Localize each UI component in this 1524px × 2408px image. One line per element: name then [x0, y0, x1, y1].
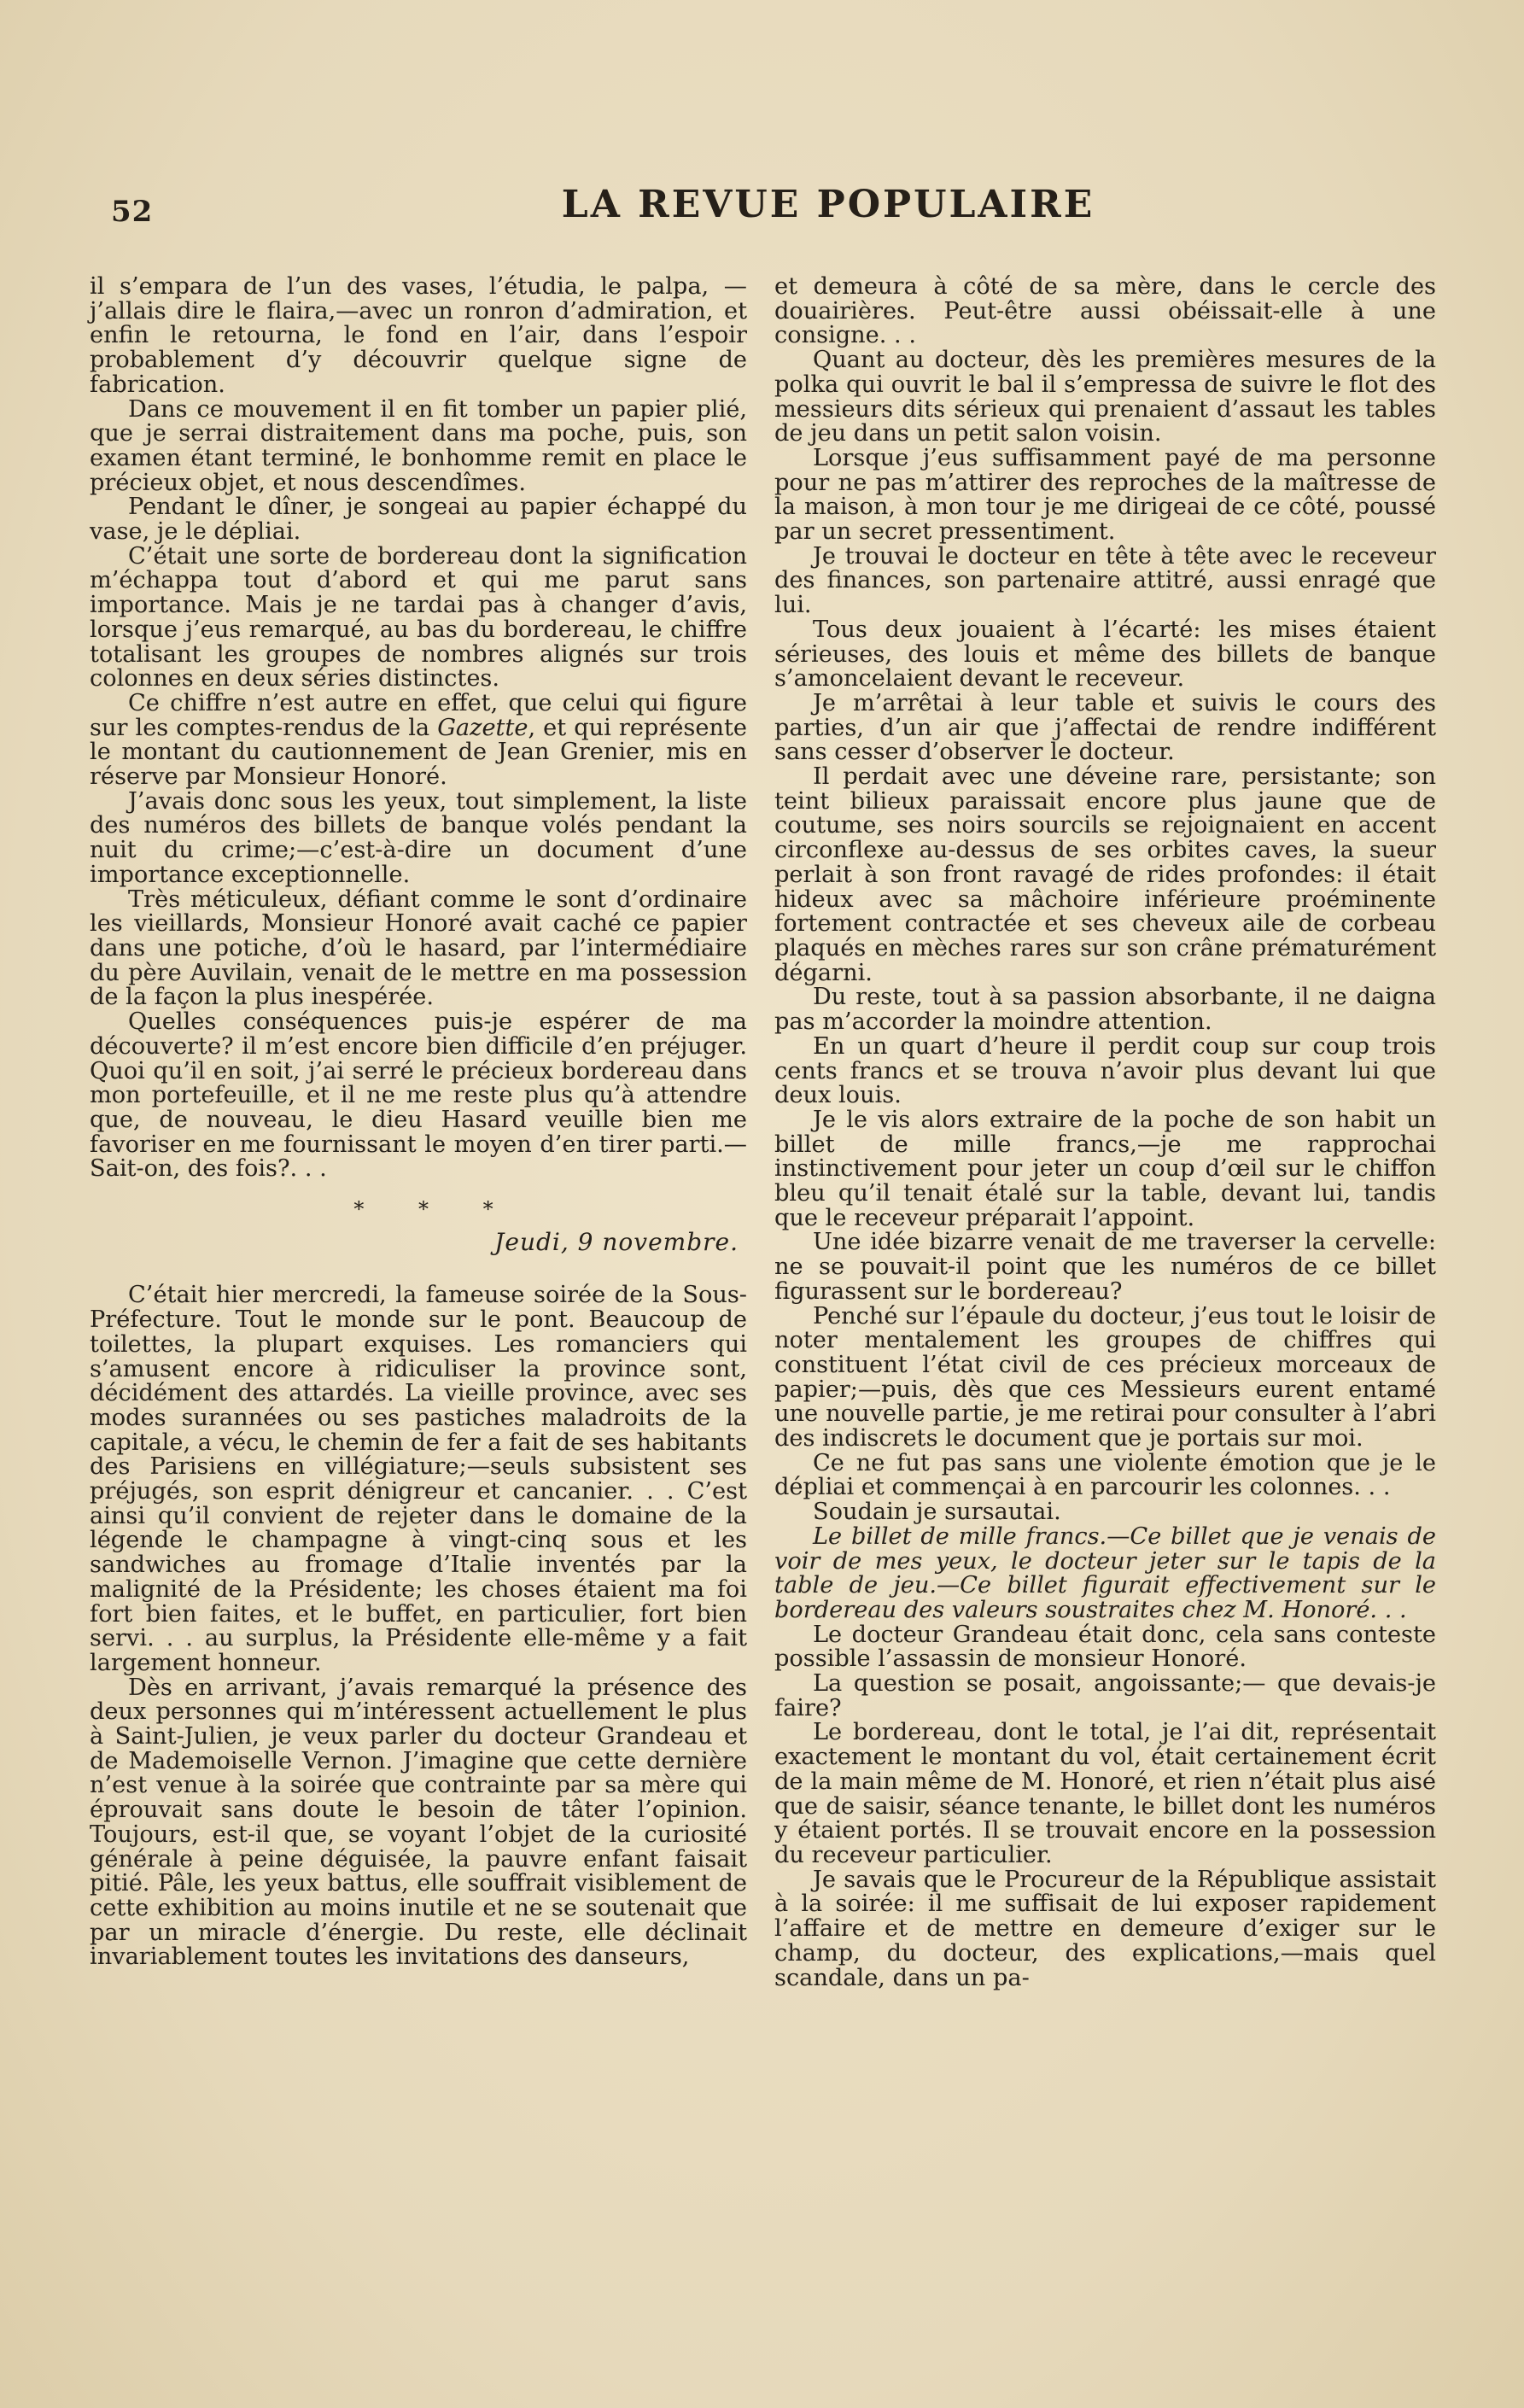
italic-title: Gazette: [437, 714, 528, 741]
paragraph: C’était hier mercredi, la fameuse soirée de la Sous-Préfecture. Tout le monde sur le pont. Beaucoup de toilettes, la plupart exquises. Les romanciers qui s’amusent encore à ridiculiser la province sont, décidément des attardés. La vieille province, avec ses modes surannées ou ses pastiches maladroits de la capitale, a vécu, le chemin de fer a fait de ses habitants des Parisiens en villégiature;—seuls subsistent ses préjugés, son esprit dénigreur et cancanier. . . C’est ainsi qu’il convient de rejeter dans le domaine de la légende le champagne à vingt-cinq sous et les sandwiches au fromage d’Italie inventés par la malignité de la Présidente; les choses étaient ma foi fort bien faites, et le buffet, en particulier, fort bien servi. . . au surplus, la Présidente elle-même y a fait largement honneur.: [90, 1282, 747, 1676]
paragraph: Je trouvai le docteur en tête à tête avec le receveur des finances, son partenaire attitré, aussi enragé que lui.: [774, 542, 1436, 619]
paragraph: Le docteur Grandeau était donc, cela sans conteste possible l’assassin de monsieur Honoré.: [774, 1621, 1436, 1673]
paragraph: J’avais donc sous les yeux, tout simplement, la liste des numéros des billets de banque volés pendant la nuit du crime;—c’est-à-dire un document d’une importance exceptionnelle.: [90, 787, 747, 888]
paragraph: Très méticuleux, défiant comme le sont d’ordinaire les vieillards, Monsieur Honoré avait caché ce papier dans une potiche, d’où le hasard, par l’intermédiaire du père Auvilain, venait de le mettre en ma possession de la façon la plus inespérée.: [90, 885, 747, 1011]
paragraph: [90, 689, 747, 791]
paragraph: Je m’arrêtai à leur table et suivis le cours des parties, d’un air que j’affectai de rendre indifférent sans cesser d’observer le docteur.: [774, 689, 1436, 766]
paragraph: Je le vis alors extraire de la poche de son habit un billet de mille francs,—je me rapprochai instinctivement pour jeter un coup d’œil sur le chiffon bleu qu’il tenait étalé sur la table, devant lui, tandis que le receveur préparait l’appoint.: [774, 1106, 1436, 1231]
dateline: Jeudi, 9 novembre.: [494, 1227, 739, 1256]
text-run: Ce chiffre n’est autre en effet, que celui qui figure sur les comptes-rendus de la: [90, 689, 747, 741]
page-number: 52: [111, 195, 154, 229]
paragraph: Pendant le dîner, je songeai au papier échappé du vase, je le dépliai.: [90, 494, 747, 546]
page-header: [111, 183, 1443, 234]
paragraph: Une idée bizarre venait de me traverser la cervelle: ne se pouvait-il point que les numéros de ce billet figurassent sur le bordereau?: [774, 1229, 1436, 1305]
paragraph: Penché sur l’épaule du docteur, j’eus tout le loisir de noter mentalement les groupes de chiffres qui constituent l’état civil de ces précieux morceaux de papier;—puis, dès que ces Messieurs eurent entamé une nouvelle partie, je me retirai pour consulter à l’abri des indiscrets le document que je portais sur moi.: [774, 1302, 1436, 1452]
paragraph: Je savais que le Procureur de la République assistait à la soirée: il me suffisait de lui exposer rapidement l’affaire et de mettre en demeure d’exiger sur le champ, du docteur, des explications,—mais quel scandale, dans un pa-: [774, 1866, 1436, 1991]
journal-title: LA REVUE POPULAIRE: [561, 183, 1095, 226]
text-run: , et qui représente le montant du cautionnement de Jean Grenier, mis en réserve par Monsieur Honoré.: [90, 714, 747, 791]
paragraph: Quant au docteur, dès les premières mesures de la polka qui ouvrit le bal il s’empressa de suivre le flot des messieurs dits sérieux qui prenaient d’assaut les tables de jeu dans un petit salon voisin.: [774, 347, 1436, 447]
paragraph: En un quart d’heure il perdit coup sur coup trois cents francs et se trouva n’avoir plus devant lui que deux louis.: [774, 1032, 1436, 1109]
paragraph: Dans ce mouvement il en fit tomber un papier plié, que je serrai distraitement dans ma poche, puis, son examen étant terminé, le bonhomme remit en place le précieux objet, et nous descendîmes.: [90, 395, 747, 496]
section-separator: * * *: [353, 1197, 517, 1222]
paragraph: C’était une sorte de bordereau dont la signification m’échappa tout d’abord et qui me parut sans importance. Mais je ne tardai pas à changer d’avis, lorsque j’eus remarqué, au bas du bordereau, le chiffre totalisant les groupes de nombres alignés sur trois colonnes en deux séries distinctes.: [90, 542, 747, 693]
paragraph: Le bordereau, dont le total, je l’ai dit, représentait exactement le montant du vol, était certainement écrit de la main même de M. Honoré, et rien n’était plus aisé que de saisir, séance tenante, le billet dont les numéros y étaient portés. Il se trouvait encore en la possession du receveur particulier.: [774, 1719, 1436, 1868]
paragraph: et demeura à côté de sa mère, dans le cercle des douairières. Peut-être aussi obéissait-elle à une consigne. . .: [774, 273, 1436, 349]
paragraph: Soudain je sursautai.: [813, 1499, 1061, 1526]
paragraph: Tous deux jouaient à l’écarté: les mises étaient sérieuses, des louis et même des billets de banque s’amoncelaient devant le receveur.: [774, 616, 1436, 693]
paragraph-italic: Le billet de mille francs.—Ce billet que je venais de voir de mes yeux, le docteur jeter sur le tapis de la table de jeu.—Ce billet figurait effectivement sur le bordereau des valeurs soustraites chez M. Honoré. . .: [774, 1523, 1436, 1623]
paragraph: La question se posait, angoissante;— que devais-je faire?: [774, 1670, 1436, 1721]
paragraph: il s’empara de l’un des vases, l’étudia, le palpa, —j’allais dire le flaira,—avec un ronron d’admiration, et enfin le retourna, le fond en l’air, dans l’espoir probablement d’y découvrir quelque signe de fabrication.: [90, 273, 747, 398]
paragraph: Ce ne fut pas sans une violente émotion que je le dépliai et commençai à en parcourir les colonnes. . .: [774, 1449, 1436, 1501]
paragraph: Il perdait avec une déveine rare, persistante; son teint bilieux paraissait encore plus jaune que de coutume, ses noirs sourcils se rejoignaient en accent circonflexe au-dessus de ses orbites caves, la sueur perlait à son front ravagé de rides profondes: il était hideux avec sa mâchoire inférieure proéminente fortement contractée et ses cheveux aile de corbeau plaqués en mèches rares sur son crâne prématurément dégarni.: [774, 763, 1436, 986]
paragraph: Du reste, tout à sa passion absorbante, il ne daigna pas m’accorder la moindre attention.: [774, 984, 1436, 1036]
paragraph: Quelles conséquences puis-je espérer de ma découverte? il m’est encore bien difficile d’en préjuger. Quoi qu’il en soit, j’ai serré le précieux bordereau dans mon portefeuille, et il ne me reste plus qu’à attendre que, de nouveau, le dieu Hasard veuille bien me favoriser en me fournissant le moyen d’en tirer parti.—Sait-on, des fois?. . .: [90, 1008, 747, 1183]
paragraph: Lorsque j’eus suffisamment payé de ma personne pour ne pas m’attirer des reproches de la maîtresse de la maison, à mon tour je me dirigeai de ce côté, poussé par un secret pressentiment.: [774, 444, 1436, 546]
right-column: [774, 275, 1436, 1990]
left-column: [90, 275, 747, 1970]
paragraph: Dès en arrivant, j’avais remarqué la présence des deux personnes qui m’intéressent actuellement le plus à Saint-Julien, je veux parler du docteur Grandeau et de Mademoiselle Vernon. J’imagine que cette dernière n’est venue à la soirée que contrainte par sa mère qui éprouvait sans doute le besoin de tâter l’opinion. Toujours, est-il que, se voyant l’objet de la curiosité générale à peine déguisée, la pauvre enfant faisait pitié. Pâle, les yeux battus, elle souffrait visiblement de cette exhibition au moins inutile et ne se soutenait que par un miracle d’énergie. Du reste, elle déclinait invariablement toutes les invitations des danseurs,: [90, 1674, 747, 1971]
